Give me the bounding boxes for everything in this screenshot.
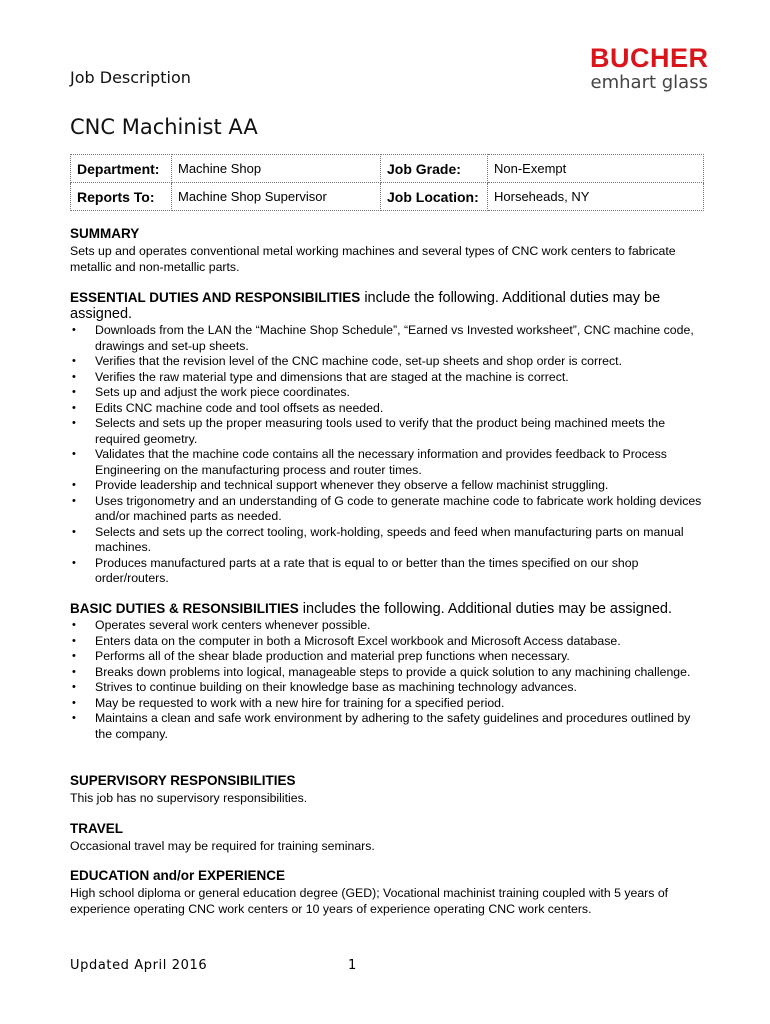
summary-heading: SUMMARY bbox=[70, 226, 140, 241]
basic-duties-section bbox=[70, 601, 710, 742]
job-location-label: Job Location: bbox=[381, 183, 488, 211]
bullet-icon: • bbox=[72, 494, 76, 507]
duty-list-item bbox=[70, 649, 710, 665]
duty-list-item bbox=[70, 385, 710, 401]
duty-text: Validates that the machine code contains all the necessary information and provides feedback to Process Engineering on the manufacturing process and router times. bbox=[95, 447, 667, 477]
duty-text: Strives to continue building on their knowledge base as machining technology advances. bbox=[95, 680, 577, 694]
duty-text: May be requested to work with a new hire for training for a specified period. bbox=[95, 695, 505, 710]
duty-text: Performs all of the shear blade production and material prep functions when necessary. bbox=[95, 649, 570, 663]
education-section bbox=[70, 868, 710, 917]
info-row-1 bbox=[71, 155, 704, 183]
duty-list-item bbox=[70, 494, 710, 525]
duty-text: Selects and sets up the proper measuring tools used to verify that the product being machined meets the required geometry. bbox=[95, 416, 666, 446]
reports-to-label: Reports To: bbox=[71, 183, 172, 211]
duty-list-item bbox=[70, 370, 710, 386]
bullet-icon: • bbox=[72, 355, 76, 367]
travel-heading: TRAVEL bbox=[70, 821, 123, 836]
duty-list-item bbox=[70, 478, 710, 494]
department-value: Machine Shop bbox=[172, 155, 381, 183]
duty-text: Provide leadership and technical support whenever they observe a fellow machinist struggling. bbox=[95, 478, 609, 492]
duty-text: Uses trigonometry and an understanding of G code to generate machine code to fabricate work holding devices and/or machined parts as needed. bbox=[95, 493, 702, 523]
company-logo bbox=[590, 44, 709, 93]
logo-sub-text: emhart glass bbox=[590, 72, 708, 93]
duty-text: Downloads from the LAN the “Machine Shop Schedule”, “Earned vs Invested worksheet”, CNC machine code, drawings and set-up sheets. bbox=[95, 323, 694, 353]
job-title: CNC Machinist AA bbox=[70, 115, 258, 139]
bullet-icon: • bbox=[72, 525, 76, 538]
info-row-2 bbox=[71, 183, 704, 211]
basic-duties-list bbox=[70, 618, 710, 742]
travel-section bbox=[70, 821, 710, 855]
bullet-icon: • bbox=[72, 665, 76, 678]
bullet-icon: • bbox=[72, 556, 76, 569]
duty-list-item bbox=[70, 556, 710, 587]
travel-text: Occasional travel may be required for training seminars. bbox=[70, 839, 375, 853]
job-grade-label: Job Grade: bbox=[381, 155, 488, 183]
duty-text: Produces manufactured parts at a rate that is equal to or better than the times specified on our shop order/routers. bbox=[95, 555, 639, 585]
essential-duties-heading: ESSENTIAL DUTIES AND RESPONSIBILITIES include the following. Additional duties may be assigned. bbox=[70, 290, 661, 322]
duty-list-item bbox=[70, 354, 710, 370]
duty-text: Breaks down problems into logical, manageable steps to provide a quick solution to any machining challenge. bbox=[95, 664, 691, 679]
job-grade-value: Non-Exempt bbox=[488, 155, 704, 183]
page-number: 1 bbox=[348, 958, 357, 973]
bullet-icon: • bbox=[72, 448, 76, 460]
duty-list-item bbox=[70, 416, 710, 447]
duty-list-item bbox=[70, 323, 710, 354]
supervisory-section bbox=[70, 773, 710, 807]
bullet-icon: • bbox=[72, 324, 76, 336]
education-text: High school diploma or general education degree (GED); Vocational machinist training coupled with 5 years of experience operating CNC work centers or 10 years of experience operating CNC work centers. bbox=[70, 886, 669, 916]
bullet-icon: • bbox=[72, 370, 76, 383]
supervisory-text: This job has no supervisory responsibilities. bbox=[70, 791, 308, 805]
bullet-icon: • bbox=[72, 417, 76, 429]
duty-list-item bbox=[70, 665, 710, 681]
duty-list-item bbox=[70, 696, 710, 712]
bullet-icon: • bbox=[72, 634, 76, 647]
duty-list-item bbox=[70, 618, 710, 634]
reports-to-value: Machine Shop Supervisor bbox=[172, 183, 381, 211]
bullet-icon: • bbox=[72, 479, 76, 491]
summary-section bbox=[70, 226, 710, 275]
department-label: Department: bbox=[71, 155, 172, 183]
duty-text: Selects and sets up the correct tooling, work-holding, speeds and feed when manufacturing parts on manual machines. bbox=[95, 524, 684, 554]
essential-duties-list bbox=[70, 323, 710, 587]
bullet-icon: • bbox=[72, 681, 76, 693]
duty-list-item bbox=[70, 634, 710, 650]
supervisory-heading: SUPERVISORY RESPONSIBILITIES bbox=[70, 773, 296, 788]
footer-updated-date: Updated April 2016 bbox=[70, 958, 208, 973]
duty-list-item bbox=[70, 680, 710, 696]
bullet-icon: • bbox=[72, 386, 76, 398]
bullet-icon: • bbox=[72, 696, 76, 709]
bullet-icon: • bbox=[72, 650, 76, 662]
document-type-label: Job Description bbox=[70, 68, 191, 87]
essential-duties-section bbox=[70, 290, 710, 587]
duty-text: Enters data on the computer in both a Microsoft Excel workbook and Microsoft Access database. bbox=[95, 633, 621, 648]
bullet-icon: • bbox=[72, 712, 76, 724]
bullet-icon: • bbox=[72, 401, 76, 414]
bullet-icon: • bbox=[72, 619, 76, 631]
duty-list-item bbox=[70, 711, 710, 742]
education-heading: EDUCATION and/or EXPERIENCE bbox=[70, 868, 286, 883]
duty-text: Verifies the raw material type and dimensions that are staged at the machine is correct. bbox=[95, 369, 569, 384]
duty-list-item bbox=[70, 525, 710, 556]
duty-text: Operates several work centers whenever possible. bbox=[95, 618, 371, 632]
logo-brand-text: BUCHER bbox=[590, 43, 709, 73]
duty-text: Sets up and adjust the work piece coordinates. bbox=[95, 385, 350, 399]
duty-list-item bbox=[70, 447, 710, 478]
duty-text: Verifies that the revision level of the CNC machine code, set-up sheets and shop order is correct. bbox=[95, 354, 622, 368]
duty-list-item bbox=[70, 401, 710, 417]
job-info-table bbox=[70, 154, 704, 211]
job-location-value: Horseheads, NY bbox=[488, 183, 704, 211]
summary-text: Sets up and operates conventional metal working machines and several types of CNC work centers to fabricate metallic and non-metallic parts. bbox=[70, 244, 676, 274]
duty-text: Edits CNC machine code and tool offsets as needed. bbox=[95, 400, 384, 415]
duty-text: Maintains a clean and safe work environment by adhering to the safety guidelines and procedures outlined by the company. bbox=[95, 711, 691, 741]
basic-duties-heading: BASIC DUTIES & RESONSIBILITIES includes the following. Additional duties may be assigned. bbox=[70, 601, 672, 617]
